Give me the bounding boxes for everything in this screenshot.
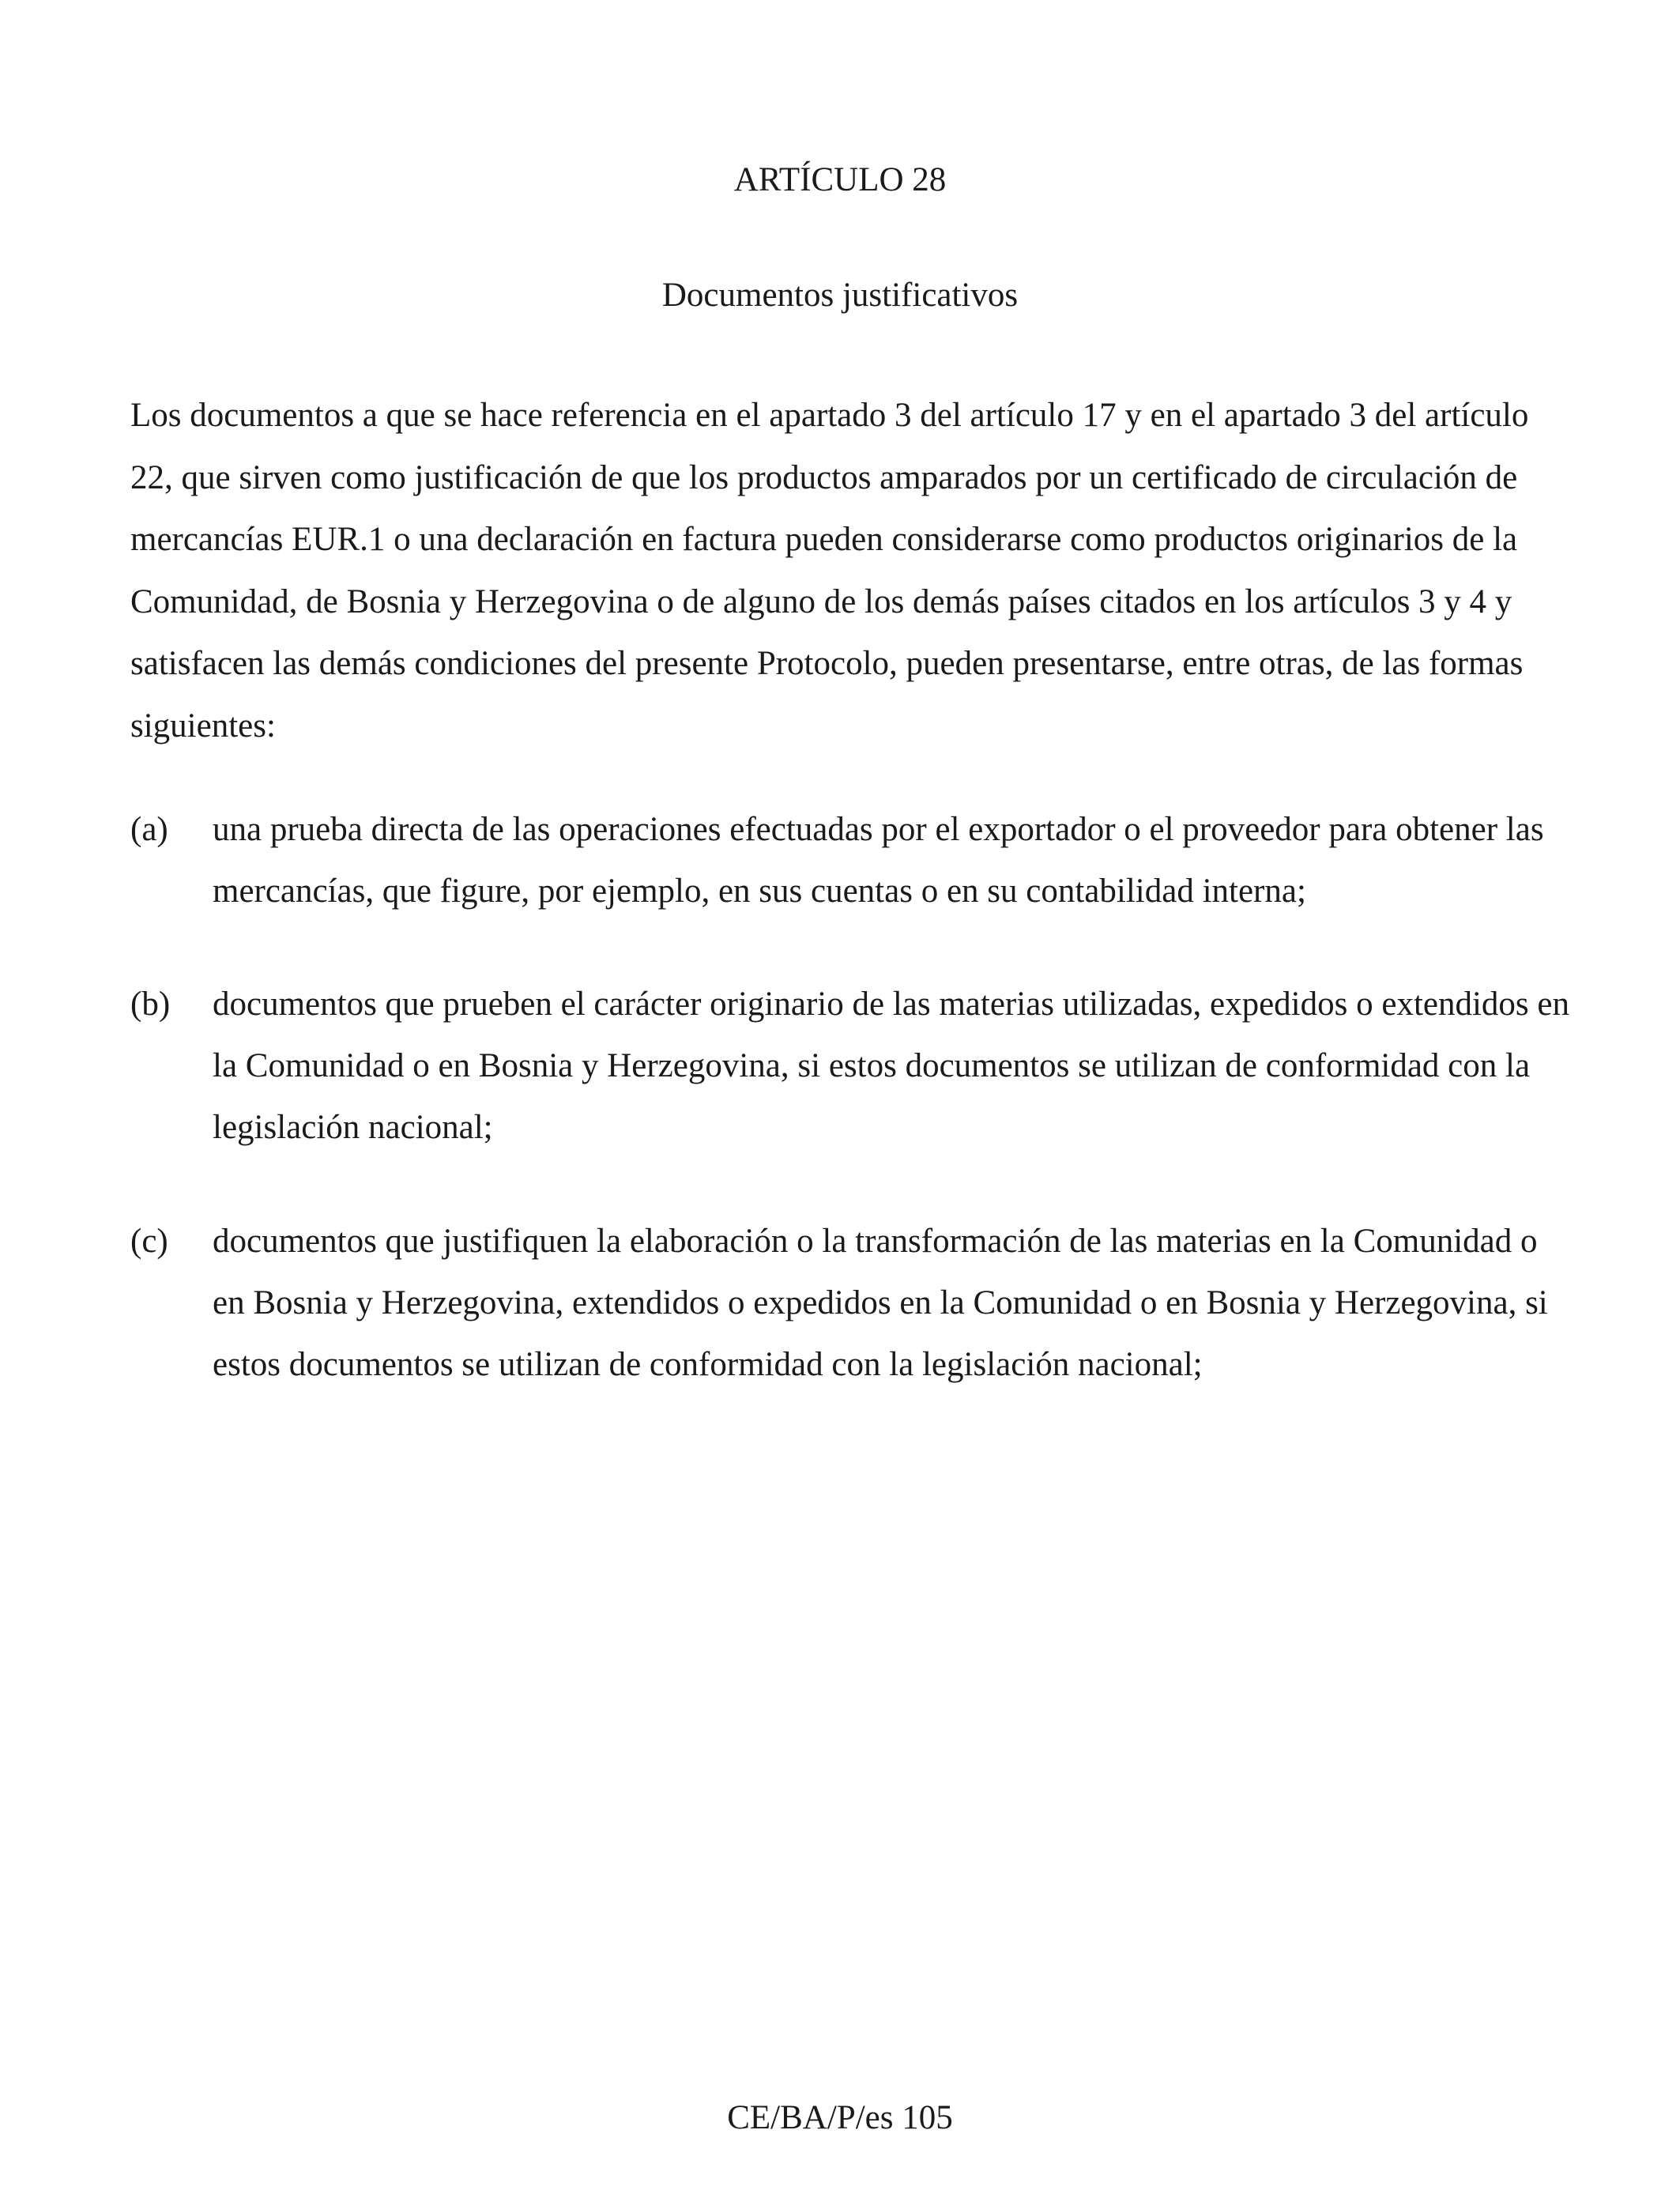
list-item-text: una prueba directa de las operaciones efectuadas por el exportador o el proveedor para obtener las mercancías, que figure, por ejemplo, en sus cuentas o en su contabilidad interna; <box>213 811 1544 910</box>
list-item-label: (a) <box>130 811 168 848</box>
list-item-label: (c) <box>130 1223 168 1260</box>
article-number-heading: ARTÍCULO 28 <box>733 161 947 198</box>
article-title-heading: Documentos justificativos <box>661 277 1019 314</box>
list-item-text: documentos que prueben el carácter originario de las materias utilizadas, expedidos o extendidos en la Comunidad o en Bosnia y Herzegovina, si estos documentos se utilizan de conformidad con la legislación nacional; <box>213 986 1569 1146</box>
list-item-label: (b) <box>130 986 171 1023</box>
intro-paragraph: Los documentos a que se hace referencia en el apartado 3 del artículo 17 y en el apartado 3 del artículo 22, que sirven como justificación de que los productos amparados por un certificado de circulación de mercancías EUR.1 o una declaración en factura pueden considerarse como productos originarios de la Comunidad, de Bosnia y Herzegovina o de alguno de los demás países citados en los artículos 3 y 4 y satisfacen las demás condiciones del presente Protocolo, pueden presentarse, entre otras, de las formas siguientes: <box>130 397 1529 745</box>
page-footer-reference: CE/BA/P/es 105 <box>727 2099 953 2136</box>
list-item-text: documentos que justifiquen la elaboración o la transformación de las materias en la Comunidad o en Bosnia y Herzegovina, extendidos o expedidos en la Comunidad o en Bosnia y Herzegovina, si estos documentos se utilizan de conformidad con la legislación nacional; <box>213 1223 1548 1383</box>
